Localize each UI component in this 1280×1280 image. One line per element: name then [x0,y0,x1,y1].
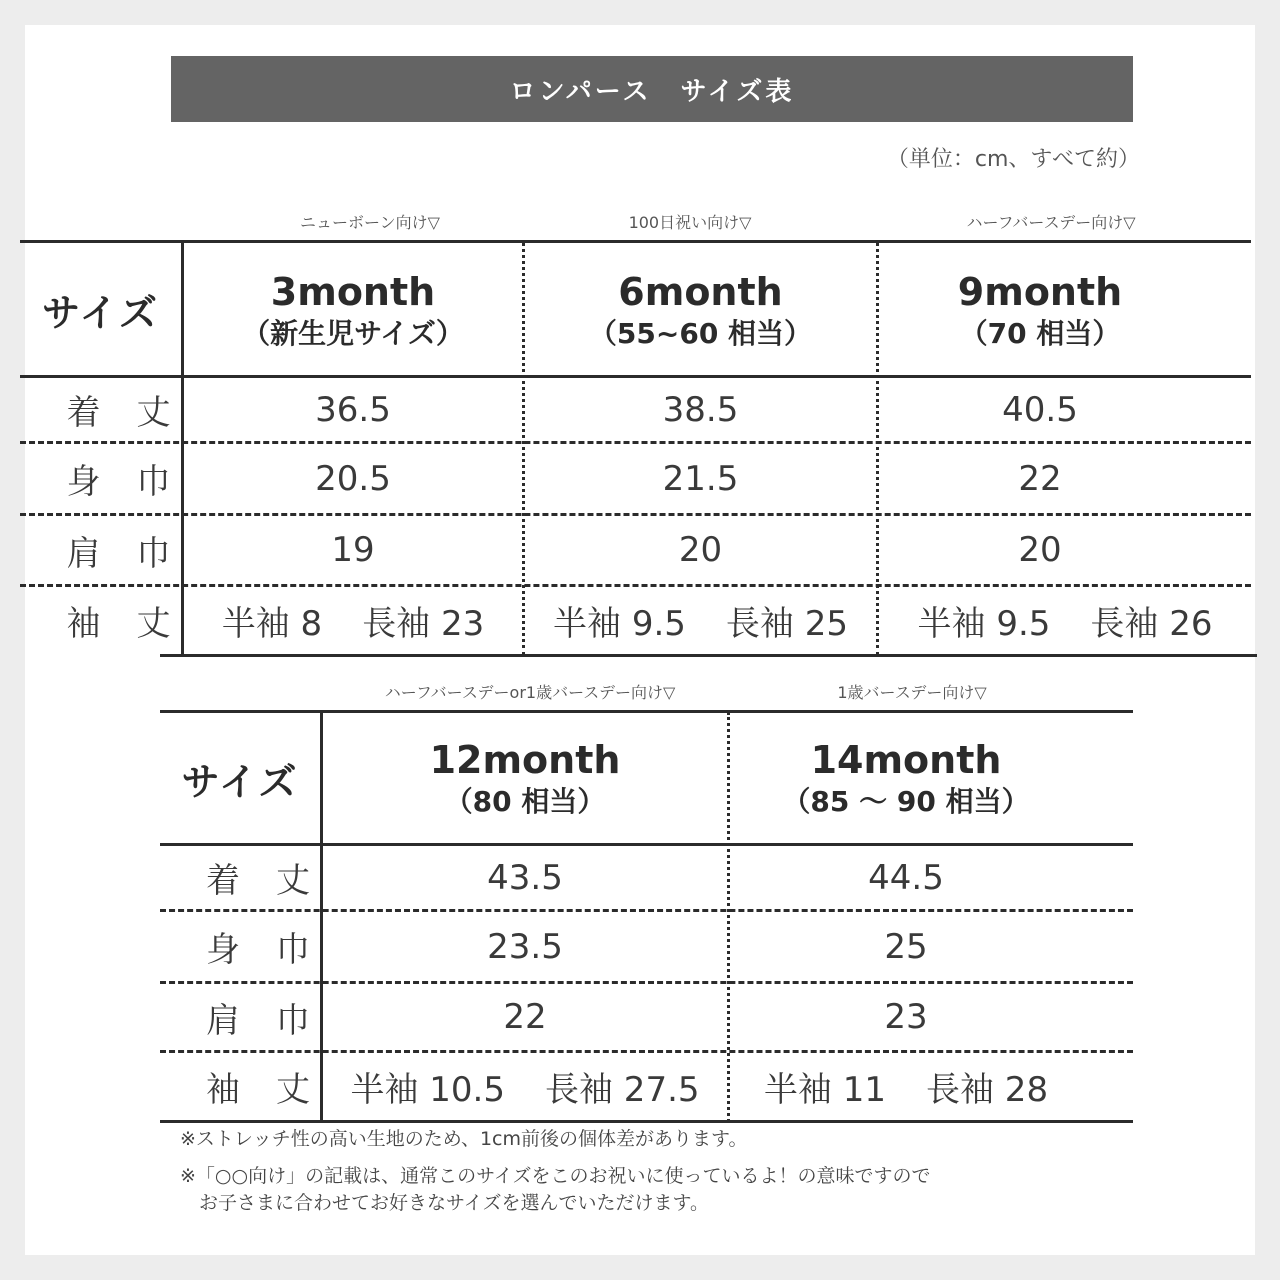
column-header-3month [184,250,522,370]
month-sublabel: （新生児サイズ） [242,317,464,351]
short-sleeve-value: 半袖 9.5 [917,604,1051,644]
usage-note-continued: お子さまに合わせてお好きなサイズを選んでいただけます。 [180,1192,709,1214]
row-label-shoulder-width: 肩巾 [206,1000,346,1041]
table1-bottom-rule [160,654,1257,657]
long-sleeve-value: 長袖 27.5 [545,1070,700,1110]
stretch-note: ※ストレッチ性の高い生地のため、1cm前後の個体差があります。 [180,1128,748,1150]
month-label: 12month [429,737,621,782]
table-cell: 21.5 [662,458,739,499]
month-sublabel: （55~60 相当） [588,317,813,351]
row-label-length: 着丈 [206,861,346,901]
table-cell: 20.5 [315,458,391,499]
table-cell: 23 [884,997,928,1037]
month-sublabel: （80 相当） [444,785,606,819]
page-title: ロンパース サイズ表 [509,76,795,107]
column-header-12month [323,718,727,838]
table-cell: 25 [884,926,928,967]
table-cell [730,1053,1082,1120]
row-label-shoulder-width: 肩巾 [66,533,207,574]
row-label-sleeve-length: 袖丈 [66,604,207,644]
table-cell [525,587,876,654]
table2-bottom-rule [160,1120,1133,1123]
column-header-6month [525,250,876,370]
caption-3month: ニューボーン向け▽ [300,213,440,232]
row-label-length: 着丈 [66,393,207,433]
month-sublabel: （70 相当） [959,317,1121,351]
caption-12month: ハーフバースデーor1歳バースデー向け▽ [384,683,676,702]
table-cell: 20 [678,530,723,570]
size-header-label: サイズ [181,759,299,804]
table-cell: 22 [503,997,547,1037]
table-cell: 40.5 [1002,389,1078,430]
table-cell: 20 [1018,530,1062,570]
long-sleeve-value: 長袖 25 [725,604,848,644]
short-sleeve-value: 半袖 9.5 [553,604,686,644]
table-cell [879,587,1251,654]
caption-9month: ハーフバースデー向け▽ [966,213,1136,232]
title-bar [171,56,1133,122]
table-cell [323,1053,727,1120]
table-cell: 23.5 [487,926,563,967]
month-sublabel: （85 ～ 90 相当） [782,785,1030,819]
column-header-9month [879,250,1201,370]
row-label-sleeve-length: 袖丈 [206,1070,346,1110]
table-cell: 36.5 [315,389,391,430]
caption-14month: 1歳バースデー向け▽ [837,683,987,702]
long-sleeve-value: 長袖 28 [926,1070,1049,1110]
row-label-body-width: 身巾 [206,930,346,970]
long-sleeve-value: 長袖 23 [362,604,485,644]
long-sleeve-value: 長袖 26 [1090,604,1213,644]
table-cell [184,587,522,654]
table-cell: 44.5 [868,857,944,898]
size-header-label: サイズ [42,290,159,335]
month-label: 14month [810,737,1002,782]
short-sleeve-value: 半袖 10.5 [350,1070,505,1110]
table-cell: 38.5 [662,389,739,430]
short-sleeve-value: 半袖 11 [763,1070,886,1110]
month-label: 3month [270,269,436,314]
unit-note: （単位：cm、すべて約） [886,147,1140,172]
month-label: 6month [618,269,783,314]
short-sleeve-value: 半袖 8 [221,604,323,644]
caption-6month: 100日祝い向け▽ [628,213,752,232]
table1-top-rule [20,240,1251,243]
table-cell: 43.5 [487,857,563,898]
table-cell: 19 [331,530,375,570]
month-label: 9month [957,269,1123,314]
table-cell: 22 [1018,458,1062,499]
row-label-body-width: 身巾 [66,462,207,502]
column-header-14month [730,718,1082,838]
usage-note: ※「○○向け」の記載は、通常このサイズをこのお祝いに使っているよ！の意味ですので [180,1165,931,1187]
